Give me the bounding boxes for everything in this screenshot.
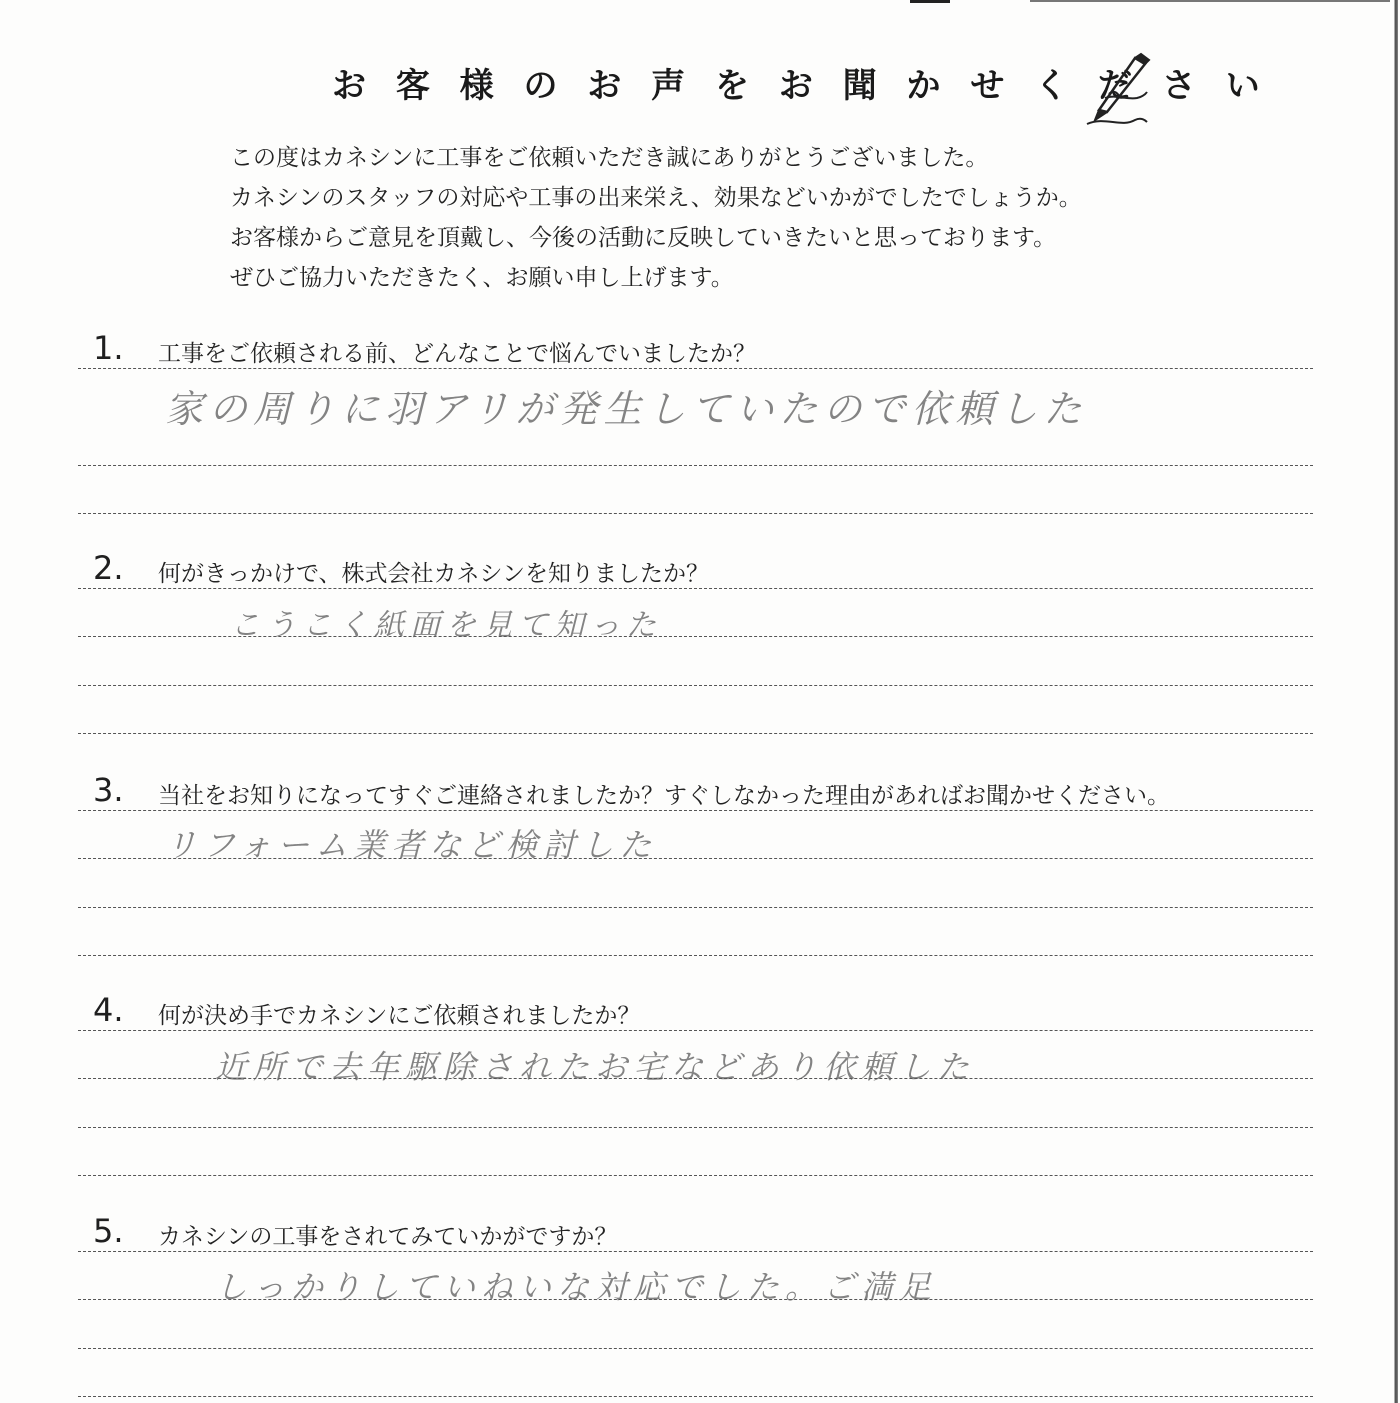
intro-line: お客様からご意見を頂戴し、今後の活動に反映していきたいと思っております。 bbox=[230, 225, 1057, 251]
answer-rule bbox=[78, 1078, 1313, 1079]
answer-rule bbox=[78, 907, 1313, 908]
intro-line: この度はカネシンに工事をご依頼いただき誠にありがとうございました。 bbox=[230, 145, 989, 171]
answer-rule bbox=[78, 368, 1313, 369]
question-text: 当社をお知りになってすぐご連絡されましたか？すぐしなかった理由があればお聞かせください。 bbox=[158, 783, 1170, 809]
answer-rule bbox=[78, 1396, 1313, 1397]
answer-rule bbox=[78, 955, 1313, 956]
answer-rule bbox=[78, 513, 1313, 514]
question-2 bbox=[78, 545, 1313, 605]
answer-rule bbox=[78, 1127, 1313, 1128]
intro-text bbox=[230, 138, 1230, 298]
answer-rule bbox=[78, 858, 1313, 859]
answer-rule bbox=[78, 1030, 1313, 1031]
answer-rule bbox=[78, 1299, 1313, 1300]
question-text: カネシンの工事をされてみていかがですか？ bbox=[158, 1224, 618, 1250]
scan-edge-right bbox=[1394, 0, 1398, 1403]
question-text: 何がきっかけで、株式会社カネシンを知りましたか？ bbox=[158, 561, 709, 587]
answer-rule bbox=[78, 1251, 1313, 1252]
scan-edge-top bbox=[910, 0, 950, 3]
question-5 bbox=[78, 1208, 1313, 1268]
question-number: 2. bbox=[93, 549, 124, 587]
answer-rule bbox=[78, 588, 1313, 589]
handwritten-answer: 家の周りに羽アリが発生していたので依頼した bbox=[165, 387, 1088, 431]
pen-writing-icon bbox=[1075, 50, 1155, 130]
answer-rule bbox=[78, 810, 1313, 811]
scan-edge-top-line bbox=[1030, 0, 1390, 2]
question-number: 4. bbox=[93, 991, 124, 1029]
question-4 bbox=[78, 987, 1313, 1047]
handwritten-answer: しっかりしていねいな対応でした。ご満足 bbox=[215, 1268, 938, 1306]
intro-line: ぜひご協力いただきたく、お願い申し上げます。 bbox=[230, 265, 734, 291]
question-1 bbox=[78, 325, 1313, 385]
handwritten-answer: こうこく紙面を見て知った bbox=[230, 608, 662, 643]
question-number: 3. bbox=[93, 771, 124, 809]
question-text: 工事をご依頼される前、どんなことで悩んでいましたか？ bbox=[158, 341, 756, 367]
handwritten-answer: リフォーム業者など検討した bbox=[165, 826, 658, 864]
handwritten-answer: 近所で去年駆除されたお宅などあり依頼した bbox=[215, 1048, 976, 1086]
question-3 bbox=[78, 767, 1313, 827]
question-number: 1. bbox=[93, 329, 124, 367]
question-text: 何が決め手でカネシンにご依頼されましたか？ bbox=[158, 1003, 641, 1029]
answer-rule bbox=[78, 465, 1313, 466]
answer-rule bbox=[78, 1348, 1313, 1349]
answer-rule bbox=[78, 636, 1313, 637]
question-number: 5. bbox=[93, 1212, 124, 1250]
intro-line: カネシンのスタッフの対応や工事の出来栄え、効果などいかがでしたでしょうか。 bbox=[230, 185, 1082, 211]
answer-rule bbox=[78, 685, 1313, 686]
survey-title: お 客 様 の お 声 を お 聞 か せ く だ さ い bbox=[332, 66, 1269, 106]
answer-rule bbox=[78, 733, 1313, 734]
answer-rule bbox=[78, 1175, 1313, 1176]
